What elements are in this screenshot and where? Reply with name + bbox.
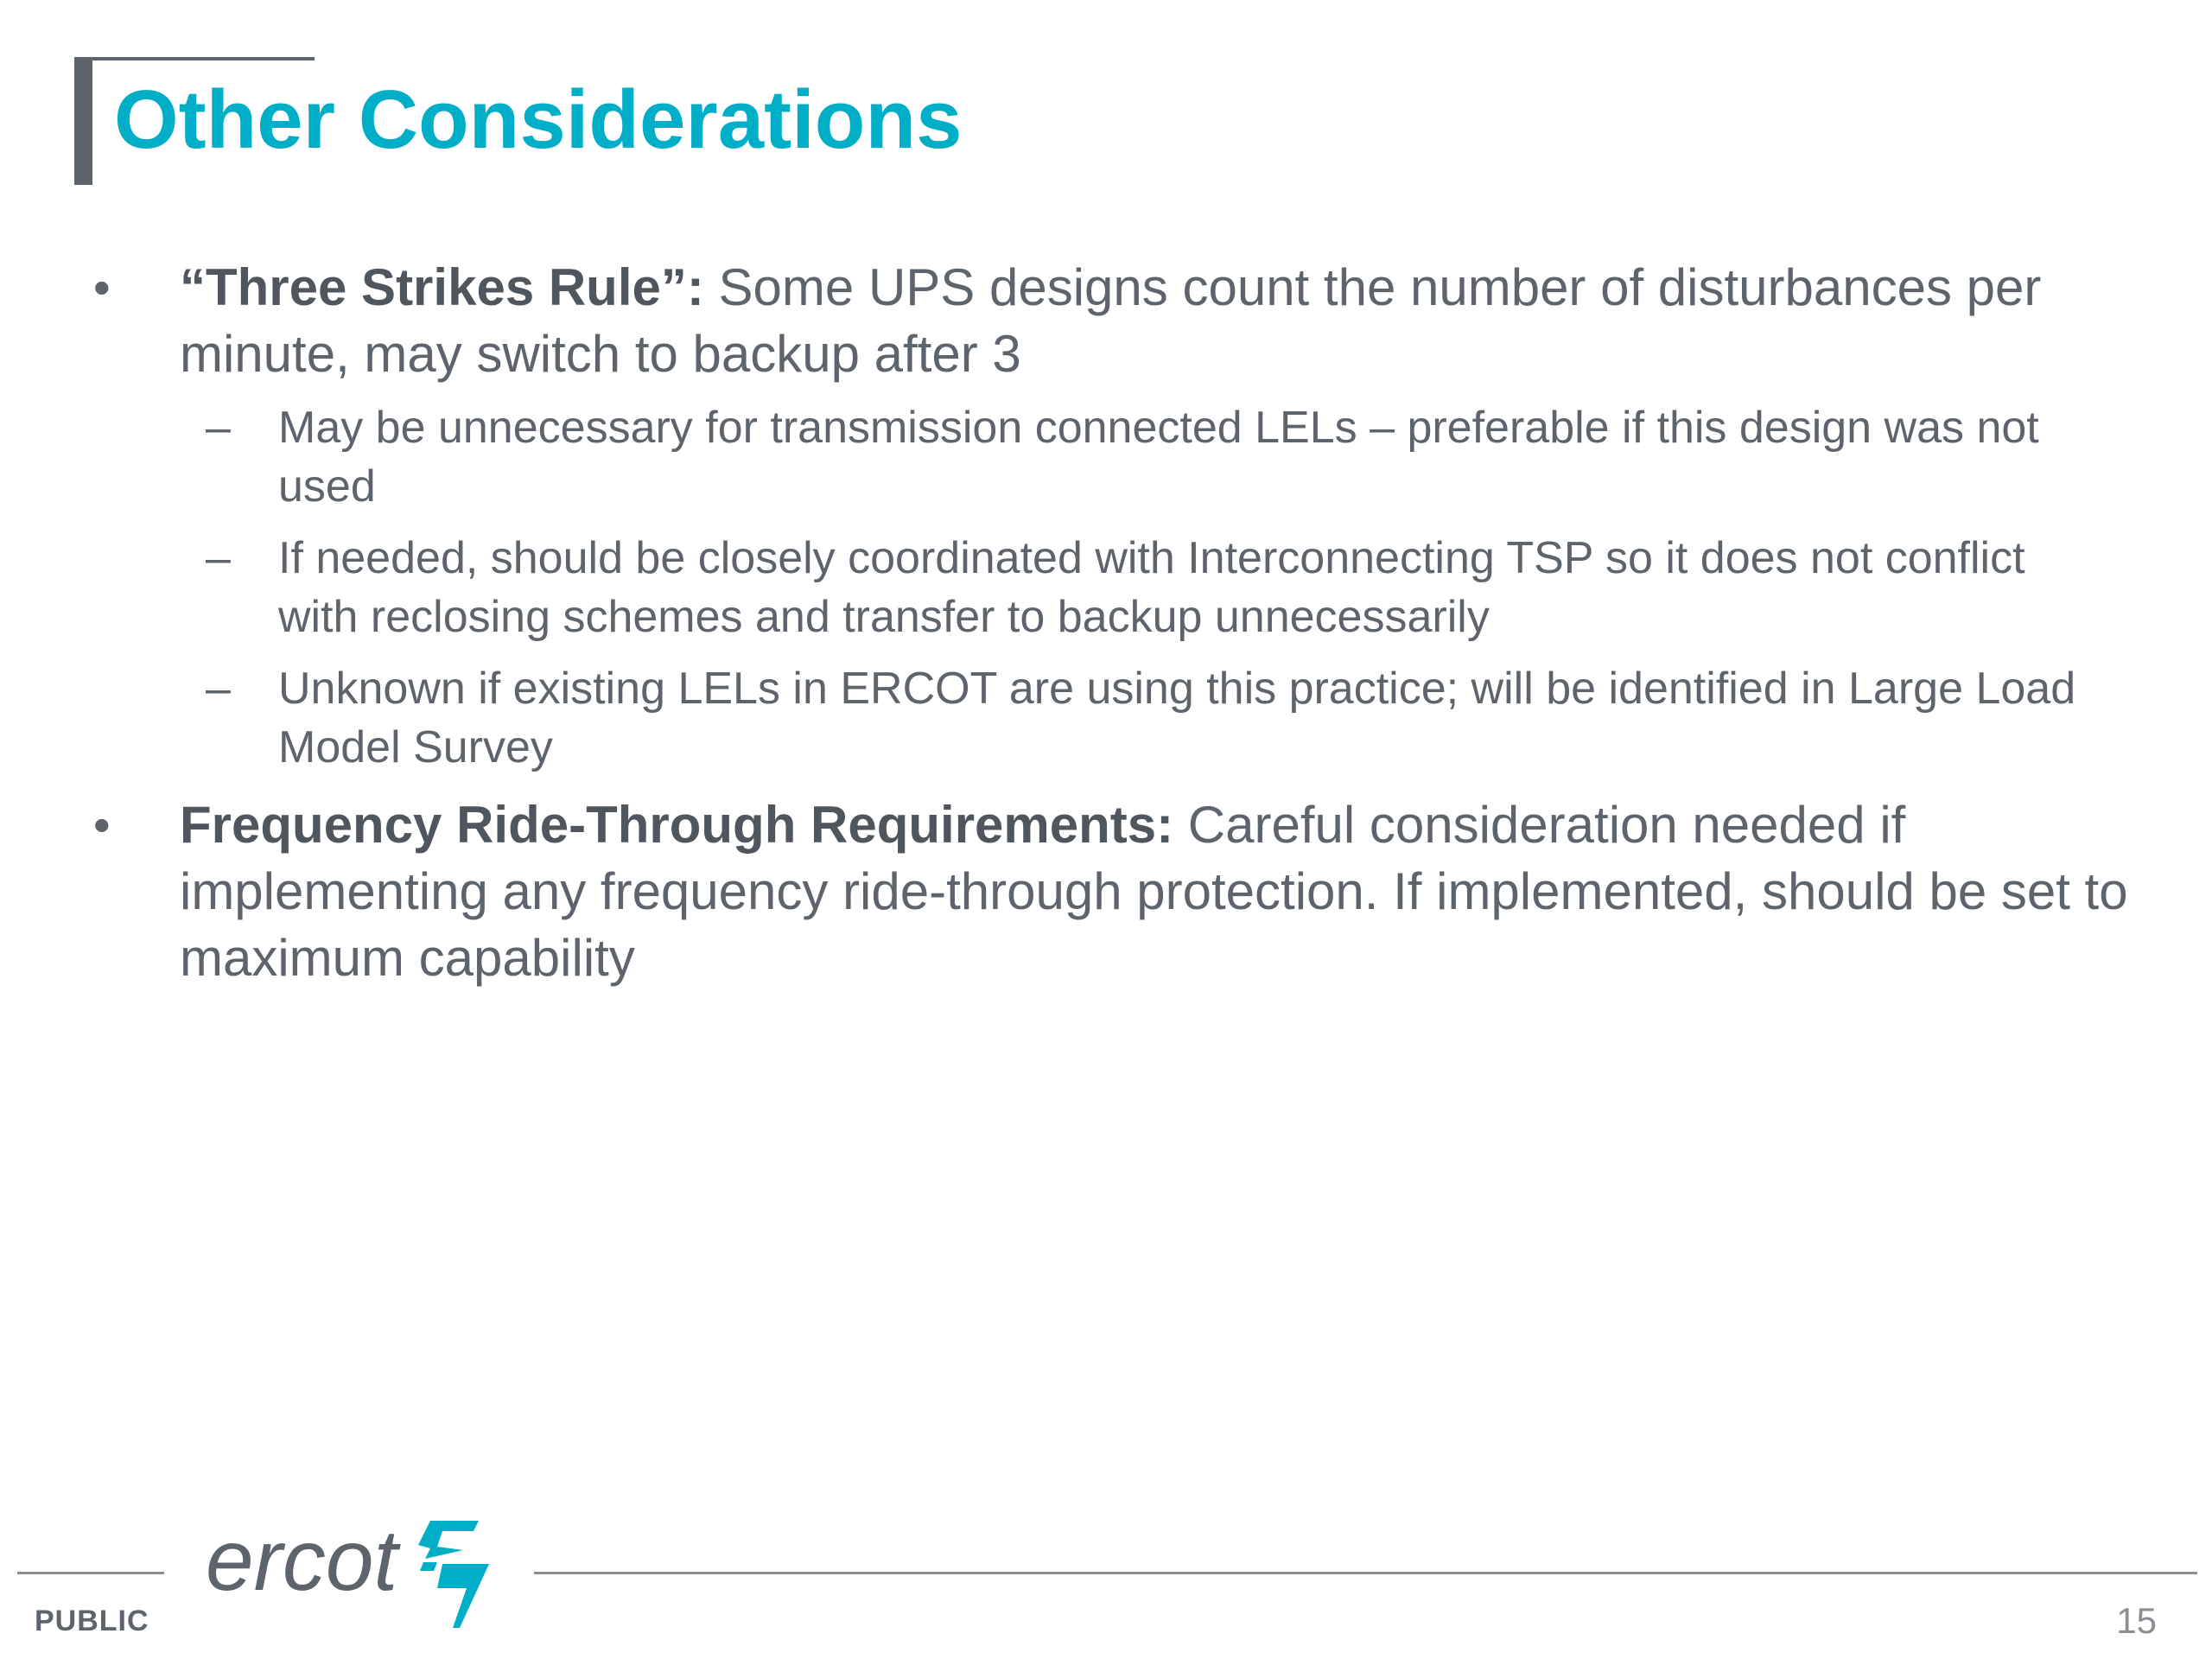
bullet-body: Some UPS designs count the number of disturbances per minute, may switch to backup after 3 [180,258,2042,383]
slide-title: Other Considerations [114,73,963,166]
title-accent-bar [74,57,92,185]
sub-item-text: May be unnecessary for transmission connected LELs – preferable if this design was not used [278,403,2039,512]
dash-icon: – [206,403,231,453]
bullet-body: Careful consideration needed if implementing any frequency ride-through protection. If implemented, should be set to maximum capability [180,796,2128,987]
logo-wordmark: ercot [206,1514,398,1609]
sub-item-text: If needed, should be closely coordinated with Interconnecting TSP so it does not conflict with reclosing schemes and transfer to backup unnecessarily [278,533,2025,642]
dash-icon: – [206,533,231,583]
title-accent-rule [74,57,315,60]
bullet-icon: • [93,260,111,315]
footer-divider-left [17,1572,164,1574]
logo-bolt-icon [418,1521,489,1628]
page-number: 15 [2116,1600,2157,1641]
bullet-text [180,254,2150,387]
sub-item-text: Unknown if existing LELs in ERCOT are using this practice; will be identified in Large Load Model Survey [278,664,2076,772]
dash-icon: – [206,664,231,714]
footer-divider-right [534,1572,2197,1574]
bullet-text [180,791,2150,991]
bullet-heading: Frequency Ride-Through Requirements: [180,796,1174,854]
bullet-icon: • [93,798,111,852]
classification-label: PUBLIC [35,1605,149,1637]
bullet-heading: “Three Strikes Rule”: [180,258,704,316]
ercot-logo [204,1514,498,1635]
